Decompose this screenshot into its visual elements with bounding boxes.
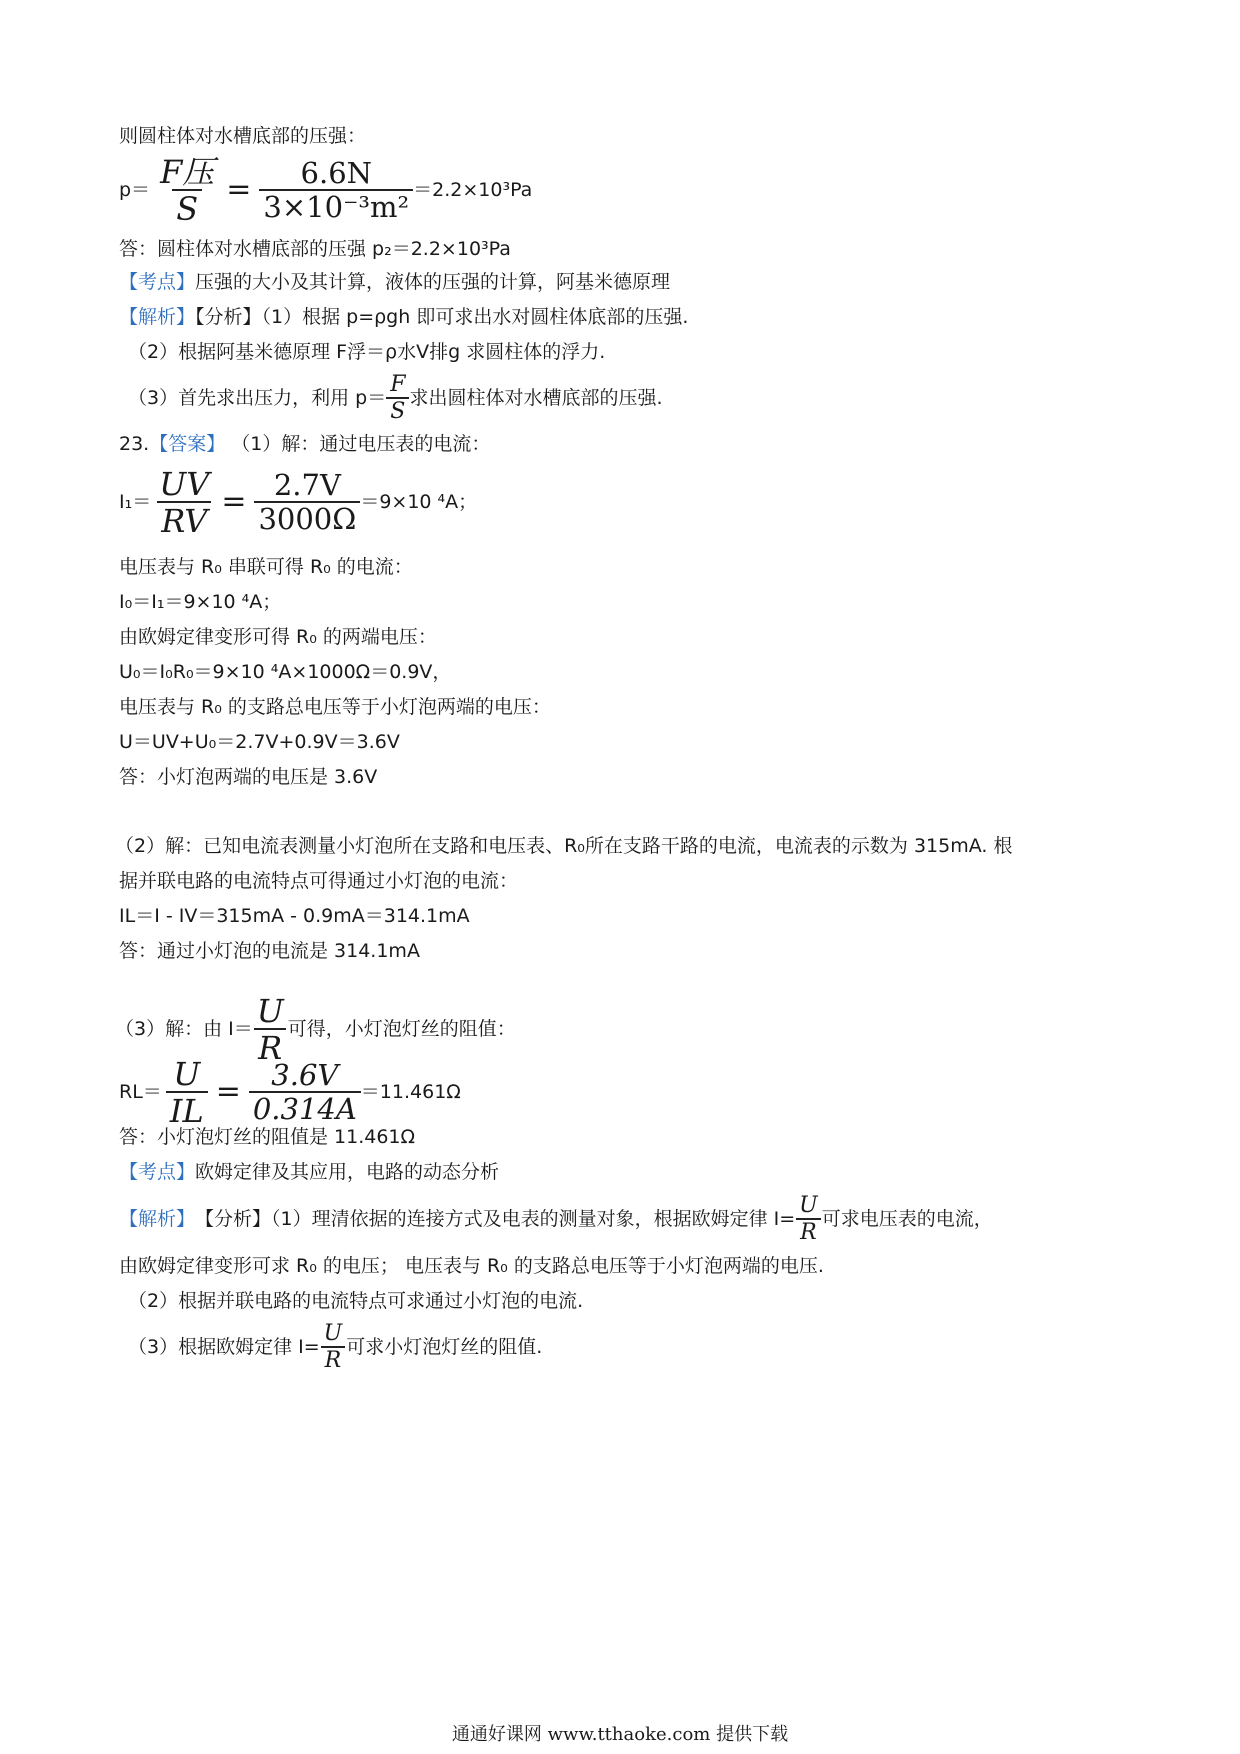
question-number: 23. — [119, 433, 150, 455]
text-line: I₀＝I₁＝9×10 ⁴A； — [119, 591, 282, 613]
text-segment: （3）根据欧姆定律 I= — [128, 1336, 320, 1358]
numerator: 3.6V — [271, 1057, 339, 1092]
denominator: S — [386, 397, 409, 423]
text-line: （2）解：已知电流表测量小灯泡所在支路和电压表、R₀所在支路干路的电流，电流表的示数为 315mA. 根 — [115, 835, 1013, 857]
denominator: 3000Ω — [254, 501, 360, 534]
kaodian-tag: 【考点】 — [119, 271, 196, 293]
question-heading — [119, 432, 490, 456]
numerator: 2.7V — [273, 467, 341, 502]
kaodian-text: 欧姆定律及其应用，电路的动态分析 — [195, 1161, 500, 1183]
text-line — [128, 371, 663, 424]
text-line: 由欧姆定律变形可得 R₀ 的两端电压： — [119, 626, 437, 648]
numerator: U — [323, 1320, 343, 1346]
fraction — [249, 1057, 361, 1126]
jiexi-tag: 【解析】 — [119, 306, 196, 328]
equals-sign: = — [221, 484, 247, 519]
numerator: F — [390, 371, 406, 397]
kaodian-tag: 【考点】 — [119, 1161, 196, 1183]
fraction — [253, 991, 288, 1067]
denominator: R — [254, 1028, 286, 1064]
fraction — [386, 371, 409, 424]
denominator: R — [321, 1346, 346, 1372]
answer-line: 答：小灯泡两端的电压是 3.6V — [119, 766, 378, 788]
numerator: UV — [159, 464, 210, 503]
answer-tag: 【答案】 — [149, 433, 226, 455]
fraction — [259, 155, 413, 224]
text-line: （2）根据阿基米德原理 F浮＝ρ水V排g 求圆柱体的浮力. — [128, 341, 606, 363]
text-line: 则圆柱体对水槽底部的压强： — [119, 125, 367, 147]
text-line: 电压表与 R₀ 的支路总电压等于小灯泡两端的电压： — [119, 696, 551, 718]
formula-lhs: RL＝ — [119, 1081, 162, 1103]
numerator: F压 — [160, 152, 215, 191]
formula-pressure — [119, 152, 533, 228]
text-line — [115, 991, 516, 1067]
text-line: 由欧姆定律变形可求 R₀ 的电压； 电压表与 R₀ 的支路总电压等于小灯泡两端的电压. — [119, 1255, 824, 1277]
formula-result: ＝2.2×10³Pa — [413, 179, 533, 201]
text-line: 据并联电路的电流特点可得通过小灯泡的电流： — [119, 870, 519, 892]
fraction — [795, 1192, 822, 1245]
fraction — [320, 1320, 347, 1373]
fraction — [156, 152, 218, 228]
question-head-text: （1）解：通过电压表的电流： — [231, 433, 491, 455]
answer-line: 答：通过小灯泡的电流是 314.1mA — [119, 940, 420, 962]
jiexi-text: 【分析】（1）根据 p=ρgh 即可求出水对圆柱体底部的压强. — [195, 306, 689, 328]
formula-resistance — [119, 1054, 461, 1130]
denominator: R — [796, 1218, 821, 1244]
text-line — [128, 1322, 542, 1372]
text-segment: （3）解：由 I＝ — [115, 1018, 253, 1040]
text-segment: 可求小灯泡灯丝的阻值. — [346, 1336, 543, 1358]
answer-line: 答：小灯泡灯丝的阻值是 11.461Ω — [119, 1126, 416, 1148]
jiexi-tag: 【解析】 — [119, 1208, 196, 1230]
fraction — [254, 467, 360, 536]
jiexi-line — [119, 1194, 993, 1244]
text-line: U＝UV+U₀＝2.7V+0.9V＝3.6V — [119, 731, 400, 753]
jiexi-text: 【分析】（1）理清依据的连接方式及电表的测量对象，根据欧姆定律 I= — [195, 1208, 796, 1230]
text-segment: 可得，小灯泡灯丝的阻值： — [287, 1018, 516, 1040]
kaodian-line — [119, 270, 670, 294]
text-segment: 求出圆柱体对水槽底部的压强. — [409, 387, 663, 409]
kaodian-text: 压强的大小及其计算，液体的压强的计算，阿基米德原理 — [195, 271, 671, 293]
denominator: 3×10⁻³m² — [259, 189, 413, 222]
text-line: （2）根据并联电路的电流特点可求通过小灯泡的电流. — [128, 1290, 584, 1312]
answer-line: 答：圆柱体对水槽底部的压强 p₂＝2.2×10³Pa — [119, 238, 511, 260]
equals-sign: = — [226, 172, 252, 207]
text-line: IL＝I - IV＝315mA - 0.9mA＝314.1mA — [119, 905, 470, 927]
kaodian-line — [119, 1160, 499, 1184]
text-segment: （3）首先求出压力，利用 p＝ — [128, 387, 387, 409]
formula-result: ＝11.461Ω — [360, 1081, 461, 1103]
equals-sign: = — [215, 1074, 241, 1109]
denominator: 0.314A — [249, 1091, 361, 1124]
denominator: S — [172, 189, 202, 225]
numerator: U — [799, 1192, 818, 1218]
formula-lhs: I₁＝ — [119, 491, 152, 513]
text-line: U₀＝I₀R₀＝9×10 ⁴A×1000Ω＝0.9V， — [119, 661, 452, 683]
fraction — [155, 464, 213, 540]
numerator: U — [173, 1054, 201, 1093]
formula-lhs: p＝ — [119, 179, 151, 201]
page-footer: 通通好课网 www.tthaoke.com 提供下载 — [451, 1724, 789, 1745]
numerator: 6.6N — [300, 155, 373, 190]
formula-current — [119, 464, 478, 540]
denominator: RV — [157, 501, 211, 537]
text-line: 电压表与 R₀ 串联可得 R₀ 的电流： — [119, 556, 413, 578]
fraction — [166, 1054, 208, 1130]
denominator: IL — [166, 1091, 208, 1127]
formula-result: ＝9×10 ⁴A； — [360, 491, 478, 513]
text-segment: 可求电压表的电流， — [821, 1208, 993, 1230]
jiexi-line — [119, 305, 688, 329]
numerator: U — [256, 991, 284, 1030]
